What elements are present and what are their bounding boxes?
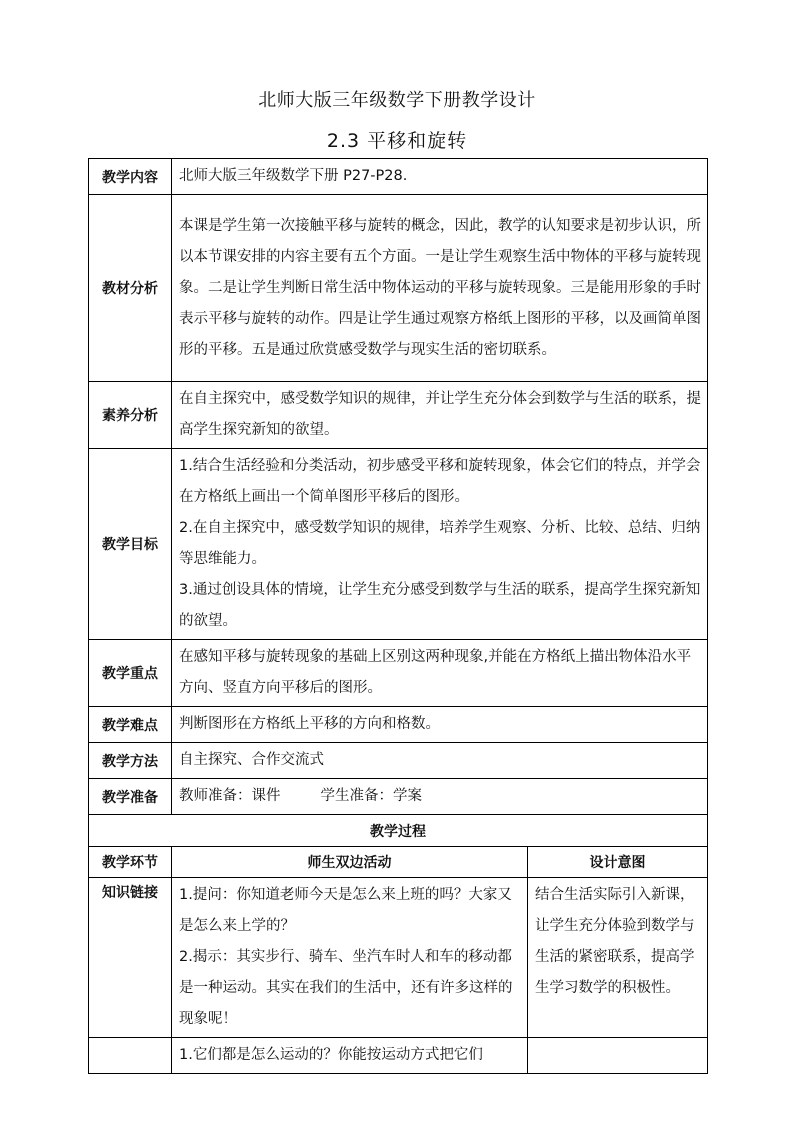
row-method bbox=[89, 743, 708, 779]
header-intent: 设计意图 bbox=[528, 847, 708, 878]
activity-item: 1.提问：你知道老师今天是怎么来上班的吗？大家又是怎么来上学的？ bbox=[179, 887, 512, 934]
goal-item: 2.在自主探究中，感受数学知识的规律，培养学生观察、分析、比较、总结、归纳等思维能力。 bbox=[179, 520, 701, 567]
activity-item: 2.揭示：其实步行、骑车、坐汽车时人和车的移动都是一种运动。其实在我们的生活中，还有许多这样的现象呢！ bbox=[179, 949, 513, 1027]
header-activities: 师生双边活动 bbox=[172, 847, 528, 878]
row-process-title bbox=[89, 815, 708, 847]
row-content bbox=[89, 159, 708, 195]
row-literacy bbox=[89, 382, 708, 449]
value-key: 在感知平移与旋转现象的基础上区别这两种现象,并能在方格纸上描出物体沿水平方向、竖直方向平移后的图形。 bbox=[172, 640, 708, 707]
activity-next: 1.它们都是怎么运动的？你能按运动方式把它们 bbox=[172, 1038, 528, 1074]
row-next bbox=[89, 1038, 708, 1074]
row-analysis bbox=[89, 195, 708, 382]
value-content: 北师大版三年级数学下册 P27-P28. bbox=[172, 159, 708, 195]
row-key bbox=[89, 640, 708, 707]
stage-knowledge-link: 知识链接 bbox=[89, 878, 172, 1038]
goal-item: 1.结合生活经验和分类活动，初步感受平移和旋转现象，体会它们的特点，并学会在方格纸上画出一个简单图形平移后的图形。 bbox=[179, 458, 701, 505]
row-process-headers bbox=[89, 847, 708, 878]
value-method: 自主探究、合作交流式 bbox=[172, 743, 708, 779]
prep-teacher: 教师准备：课件 bbox=[179, 788, 281, 804]
intent-next bbox=[528, 1038, 708, 1074]
value-prep bbox=[172, 779, 708, 815]
row-goals bbox=[89, 449, 708, 640]
document-title: 北师大版三年级数学下册教学设计 bbox=[258, 90, 536, 111]
row-difficulty bbox=[89, 707, 708, 743]
process-title: 教学过程 bbox=[89, 815, 708, 847]
lesson-title: 2.3 平移和旋转 bbox=[326, 130, 468, 152]
label-key: 教学重点 bbox=[89, 640, 172, 707]
header-stage: 教学环节 bbox=[89, 847, 172, 878]
prep-student: 学生准备：学案 bbox=[320, 788, 422, 804]
row-prep bbox=[89, 779, 708, 815]
label-method: 教学方法 bbox=[89, 743, 172, 779]
label-content: 教学内容 bbox=[89, 159, 172, 195]
row-knowledge-link bbox=[89, 878, 708, 1038]
value-analysis: 本课是学生第一次接触平移与旋转的概念，因此，教学的认知要求是初步认识，所以本节课安排的内容主要有五个方面。一是让学生观察生活中物体的平移与旋转现象。二是让学生判断日常生活中物体运动的平移与旋转现象。三是能用形象的手时表示平移与旋转的动作。四是让学生通过观察方格纸上图形的平移，以及画简单图形的平移。五是通过欣赏感受数学与现实生活的密切联系。 bbox=[172, 195, 708, 382]
intent-knowledge-link: 结合生活实际引入新课，让学生充分体验到数学与生活的紧密联系，提高学生学习数学的积极性。 bbox=[528, 878, 708, 1038]
value-literacy: 在自主探究中，感受数学知识的规律，并让学生充分体会到数学与生活的联系，提高学生探究新知的欲望。 bbox=[172, 382, 708, 449]
label-literacy: 素养分析 bbox=[89, 382, 172, 449]
label-goals: 教学目标 bbox=[89, 449, 172, 640]
activities-knowledge-link bbox=[172, 878, 528, 1038]
value-goals bbox=[172, 449, 708, 640]
lesson-plan-table bbox=[88, 158, 708, 1074]
stage-next bbox=[89, 1038, 172, 1074]
label-analysis: 教材分析 bbox=[89, 195, 172, 382]
label-difficulty: 教学难点 bbox=[89, 707, 172, 743]
goal-item: 3.通过创设具体的情境，让学生充分感受到数学与生活的联系，提高学生探究新知的欲望。 bbox=[179, 582, 701, 629]
label-prep: 教学准备 bbox=[89, 779, 172, 815]
value-difficulty: 判断图形在方格纸上平移的方向和格数。 bbox=[172, 707, 708, 743]
